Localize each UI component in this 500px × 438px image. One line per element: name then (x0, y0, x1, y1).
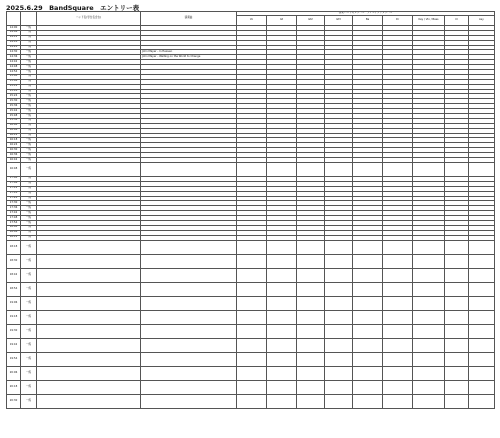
time-cell: 14:36 (7, 55, 21, 60)
member-cell (413, 380, 445, 394)
band-name-cell (37, 240, 141, 254)
member-cell (383, 366, 413, 380)
time-cell: 17:12 (7, 186, 21, 191)
member-cell (469, 394, 495, 408)
member-cell (413, 324, 445, 338)
type-cell: 一般 (21, 94, 37, 99)
member-cell (383, 162, 413, 176)
member-cell (353, 162, 383, 176)
time-cell: 14:24 (7, 45, 21, 50)
time-cell: 14:06 (7, 30, 21, 35)
time-cell: 16:18 (7, 138, 21, 143)
band-name-cell (37, 394, 141, 408)
part-header: Vo (237, 16, 267, 26)
member-cell (413, 352, 445, 366)
song-cell (141, 352, 237, 366)
type-cell: 一般 (21, 114, 37, 119)
table-row (7, 268, 495, 282)
member-cell (413, 366, 445, 380)
time-cell: 17:06 (7, 181, 21, 186)
time-cell: 14:18 (7, 40, 21, 45)
time-cell: 14:42 (7, 60, 21, 65)
type-cell: 一般 (21, 45, 37, 50)
table-row (7, 324, 495, 338)
part-header: Cl (445, 16, 469, 26)
member-cell (325, 338, 353, 352)
time-cell: 19:18 (7, 310, 21, 324)
table-row (7, 296, 495, 310)
table-row (7, 240, 495, 254)
time-cell: 15:48 (7, 114, 21, 119)
type-cell: 一般 (21, 254, 37, 268)
member-cell (325, 162, 353, 176)
time-cell: 18:54 (7, 282, 21, 296)
member-cell (237, 366, 267, 380)
type-cell: 一般 (21, 352, 37, 366)
member-cell (445, 240, 469, 254)
member-cell (353, 324, 383, 338)
member-cell (237, 162, 267, 176)
member-cell (445, 352, 469, 366)
time-cell: 20:06 (7, 366, 21, 380)
table-row (7, 282, 495, 296)
member-cell (413, 162, 445, 176)
time-cell: 17:48 (7, 216, 21, 221)
song-cell: John Mayer - Waiting on the World to Change (141, 55, 237, 60)
time-cell: 14:48 (7, 65, 21, 70)
member-cell (413, 268, 445, 282)
part-header: Gt2 (297, 16, 325, 26)
song-cell (141, 296, 237, 310)
member-cell (383, 324, 413, 338)
time-cell: 16:00 (7, 123, 21, 128)
member-cell (383, 394, 413, 408)
member-cell (297, 366, 325, 380)
band-name-cell (37, 366, 141, 380)
member-cell (383, 352, 413, 366)
type-cell: 一般 (21, 148, 37, 153)
type-cell: 一般 (21, 211, 37, 216)
type-cell: 一般 (21, 181, 37, 186)
member-cell (237, 310, 267, 324)
time-cell: 15:12 (7, 84, 21, 89)
member-cell (445, 338, 469, 352)
type-cell: 一般 (21, 240, 37, 254)
type-cell: 一般 (21, 225, 37, 230)
member-cell (325, 324, 353, 338)
time-cell: 16:42 (7, 158, 21, 163)
song-cell (141, 324, 237, 338)
time-cell: 18:00 (7, 225, 21, 230)
song-cell (141, 338, 237, 352)
member-cell (237, 240, 267, 254)
member-cell (297, 268, 325, 282)
type-cell: 一般 (21, 55, 37, 60)
member-cell (383, 380, 413, 394)
type-cell: 一般 (21, 128, 37, 133)
member-cell (445, 296, 469, 310)
entry-table (6, 11, 495, 409)
member-cell (237, 282, 267, 296)
member-cell (413, 254, 445, 268)
type-cell: 一般 (21, 196, 37, 201)
time-header (7, 12, 21, 26)
song-cell (141, 268, 237, 282)
time-cell: 15:18 (7, 89, 21, 94)
time-cell: 20:18 (7, 380, 21, 394)
member-cell (469, 352, 495, 366)
time-cell: 14:54 (7, 70, 21, 75)
type-header (21, 12, 37, 26)
member-cell (237, 296, 267, 310)
member-cell (469, 254, 495, 268)
member-cell (469, 282, 495, 296)
member-cell (445, 366, 469, 380)
song-cell (141, 162, 237, 176)
time-cell: 16:48 (7, 162, 21, 176)
time-cell: 15:06 (7, 79, 21, 84)
member-cell (445, 310, 469, 324)
type-cell: 一般 (21, 99, 37, 104)
time-cell: 17:24 (7, 196, 21, 201)
type-cell: 一般 (21, 191, 37, 196)
time-cell: 16:06 (7, 128, 21, 133)
member-cell (353, 338, 383, 352)
type-cell: 一般 (21, 109, 37, 114)
member-cell (267, 338, 297, 352)
member-cell (267, 240, 297, 254)
part-header: key (469, 16, 495, 26)
time-cell: 18:18 (7, 240, 21, 254)
member-cell (237, 394, 267, 408)
song-cell (141, 240, 237, 254)
member-cell (267, 268, 297, 282)
time-cell: 18:12 (7, 235, 21, 240)
member-cell (383, 310, 413, 324)
type-cell: 一般 (21, 84, 37, 89)
member-cell (469, 240, 495, 254)
type-cell: 一般 (21, 104, 37, 109)
member-cell (413, 240, 445, 254)
time-cell: 14:00 (7, 26, 21, 31)
time-cell: 16:24 (7, 143, 21, 148)
type-cell: 一般 (21, 74, 37, 79)
time-cell: 14:12 (7, 35, 21, 40)
member-cell (267, 296, 297, 310)
member-cell (325, 366, 353, 380)
page-title: 2025.6.29 BandSquare エントリー表 (6, 4, 140, 12)
type-cell: 一般 (21, 158, 37, 163)
type-cell: 一般 (21, 153, 37, 158)
member-cell (383, 254, 413, 268)
member-cell (325, 268, 353, 282)
type-cell: 一般 (21, 162, 37, 176)
type-cell: 一般 (21, 235, 37, 240)
band-name-cell (37, 338, 141, 352)
table-row (7, 254, 495, 268)
type-cell: 一般 (21, 30, 37, 35)
member-cell (297, 162, 325, 176)
time-cell: 14:30 (7, 50, 21, 55)
member-cell (237, 324, 267, 338)
member-cell (469, 324, 495, 338)
type-cell: 一般 (21, 65, 37, 70)
time-cell: 19:42 (7, 338, 21, 352)
type-cell: 一般 (21, 324, 37, 338)
time-cell: 15:30 (7, 99, 21, 104)
member-cell (267, 394, 297, 408)
time-cell: 20:30 (7, 394, 21, 408)
member-cell (237, 254, 267, 268)
member-cell (267, 366, 297, 380)
type-cell: 一般 (21, 123, 37, 128)
type-cell: 一般 (21, 338, 37, 352)
member-cell (445, 324, 469, 338)
type-cell: 一般 (21, 220, 37, 225)
time-cell: 16:30 (7, 148, 21, 153)
type-cell: 一般 (21, 394, 37, 408)
time-cell: 19:06 (7, 296, 21, 310)
member-cell (267, 254, 297, 268)
part-header: Gt (267, 16, 297, 26)
type-cell: 一般 (21, 282, 37, 296)
time-cell: 15:42 (7, 109, 21, 114)
band-name-cell (37, 352, 141, 366)
member-cell (297, 380, 325, 394)
table-row (7, 352, 495, 366)
type-cell: 一般 (21, 201, 37, 206)
type-cell: 一般 (21, 70, 37, 75)
member-cell (237, 338, 267, 352)
type-cell: 一般 (21, 216, 37, 221)
member-cell (413, 296, 445, 310)
member-cell (383, 240, 413, 254)
table-row (7, 394, 495, 408)
type-cell: 一般 (21, 268, 37, 282)
song-cell (141, 310, 237, 324)
member-cell (297, 240, 325, 254)
type-cell: 一般 (21, 143, 37, 148)
time-cell: 17:42 (7, 211, 21, 216)
type-cell: 一般 (21, 89, 37, 94)
type-cell: 一般 (21, 26, 37, 31)
table-row (7, 162, 495, 176)
band-name-cell (37, 310, 141, 324)
time-cell: 19:54 (7, 352, 21, 366)
time-cell: 18:30 (7, 254, 21, 268)
member-cell (413, 282, 445, 296)
type-cell: 一般 (21, 118, 37, 123)
member-cell (297, 324, 325, 338)
time-cell: 17:30 (7, 201, 21, 206)
time-cell: 15:24 (7, 94, 21, 99)
member-cell (267, 380, 297, 394)
time-cell: 19:30 (7, 324, 21, 338)
member-cell (469, 268, 495, 282)
type-cell: 一般 (21, 138, 37, 143)
type-cell: 一般 (21, 60, 37, 65)
song-cell (141, 380, 237, 394)
type-cell: 一般 (21, 380, 37, 394)
time-cell: 15:00 (7, 74, 21, 79)
member-cell (445, 282, 469, 296)
time-cell: 15:36 (7, 104, 21, 109)
member-cell (267, 352, 297, 366)
member-cell (469, 162, 495, 176)
time-cell: 17:00 (7, 176, 21, 181)
type-cell: 一般 (21, 186, 37, 191)
member-cell (325, 310, 353, 324)
song-cell (141, 282, 237, 296)
type-cell: 一般 (21, 176, 37, 181)
time-cell: 16:12 (7, 133, 21, 138)
member-cell (413, 338, 445, 352)
member-cell (353, 254, 383, 268)
member-cell (383, 338, 413, 352)
band-name-cell (37, 296, 141, 310)
type-cell: 一般 (21, 40, 37, 45)
type-cell: 一般 (21, 133, 37, 138)
member-cell (383, 268, 413, 282)
member-cell (325, 394, 353, 408)
type-cell: 一般 (21, 35, 37, 40)
member-cell (325, 254, 353, 268)
member-cell (469, 366, 495, 380)
member-cell (267, 310, 297, 324)
member-cell (237, 352, 267, 366)
member-cell (383, 282, 413, 296)
type-cell: 一般 (21, 79, 37, 84)
member-cell (469, 310, 495, 324)
member-cell (297, 282, 325, 296)
member-cell (353, 268, 383, 282)
type-cell: 一般 (21, 296, 37, 310)
member-cell (237, 268, 267, 282)
member-cell (267, 324, 297, 338)
part-header: Gt3 (325, 16, 353, 26)
table-row (7, 338, 495, 352)
member-cell (353, 296, 383, 310)
member-cell (297, 310, 325, 324)
type-cell: 一般 (21, 206, 37, 211)
time-cell: 17:54 (7, 220, 21, 225)
time-cell: 17:18 (7, 191, 21, 196)
member-cell (297, 296, 325, 310)
member-cell (445, 380, 469, 394)
part-header: Key / Vln / Bass (413, 16, 445, 26)
song-cell (141, 394, 237, 408)
member-cell (353, 282, 383, 296)
member-cell (445, 268, 469, 282)
member-cell (297, 352, 325, 366)
type-cell: 一般 (21, 366, 37, 380)
member-cell (325, 240, 353, 254)
time-cell: 18:06 (7, 230, 21, 235)
time-cell: 16:36 (7, 153, 21, 158)
member-cell (325, 352, 353, 366)
band-name-cell (37, 324, 141, 338)
member-cell (469, 380, 495, 394)
member-cell (297, 254, 325, 268)
band-name-cell (37, 268, 141, 282)
band-name-cell (37, 162, 141, 176)
member-cell (353, 352, 383, 366)
type-cell: 一般 (21, 310, 37, 324)
table-row (7, 366, 495, 380)
member-cell (237, 380, 267, 394)
type-cell: 一般 (21, 50, 37, 55)
member-cell (383, 296, 413, 310)
member-cell (413, 310, 445, 324)
member-cell (325, 296, 353, 310)
time-cell: 17:36 (7, 206, 21, 211)
band-name-cell (37, 254, 141, 268)
member-cell (325, 380, 353, 394)
band-header: バンド名(学生名含む) (37, 12, 141, 26)
member-cell (445, 394, 469, 408)
member-cell (325, 282, 353, 296)
member-cell (353, 240, 383, 254)
song-header: 演奏曲 (141, 12, 237, 26)
time-cell: 15:54 (7, 118, 21, 123)
time-cell: 18:42 (7, 268, 21, 282)
member-cell (353, 310, 383, 324)
member-cell (267, 162, 297, 176)
table-row (7, 380, 495, 394)
member-group-header: 各楽パートのメンバー・フィーチングメンバー (237, 12, 495, 16)
table-row (7, 310, 495, 324)
member-cell (297, 338, 325, 352)
member-cell (353, 380, 383, 394)
song-cell (141, 254, 237, 268)
band-name-cell (37, 380, 141, 394)
member-cell (445, 162, 469, 176)
member-cell (353, 366, 383, 380)
member-cell (413, 394, 445, 408)
member-cell (469, 338, 495, 352)
part-header: Ba (353, 16, 383, 26)
member-cell (445, 254, 469, 268)
type-cell: 一般 (21, 230, 37, 235)
member-cell (353, 394, 383, 408)
member-cell (297, 394, 325, 408)
part-header: Dr (383, 16, 413, 26)
song-cell (141, 366, 237, 380)
member-cell (267, 282, 297, 296)
member-cell (469, 296, 495, 310)
song-cell: John Mayer - In Heaven (141, 50, 237, 55)
band-name-cell (37, 282, 141, 296)
